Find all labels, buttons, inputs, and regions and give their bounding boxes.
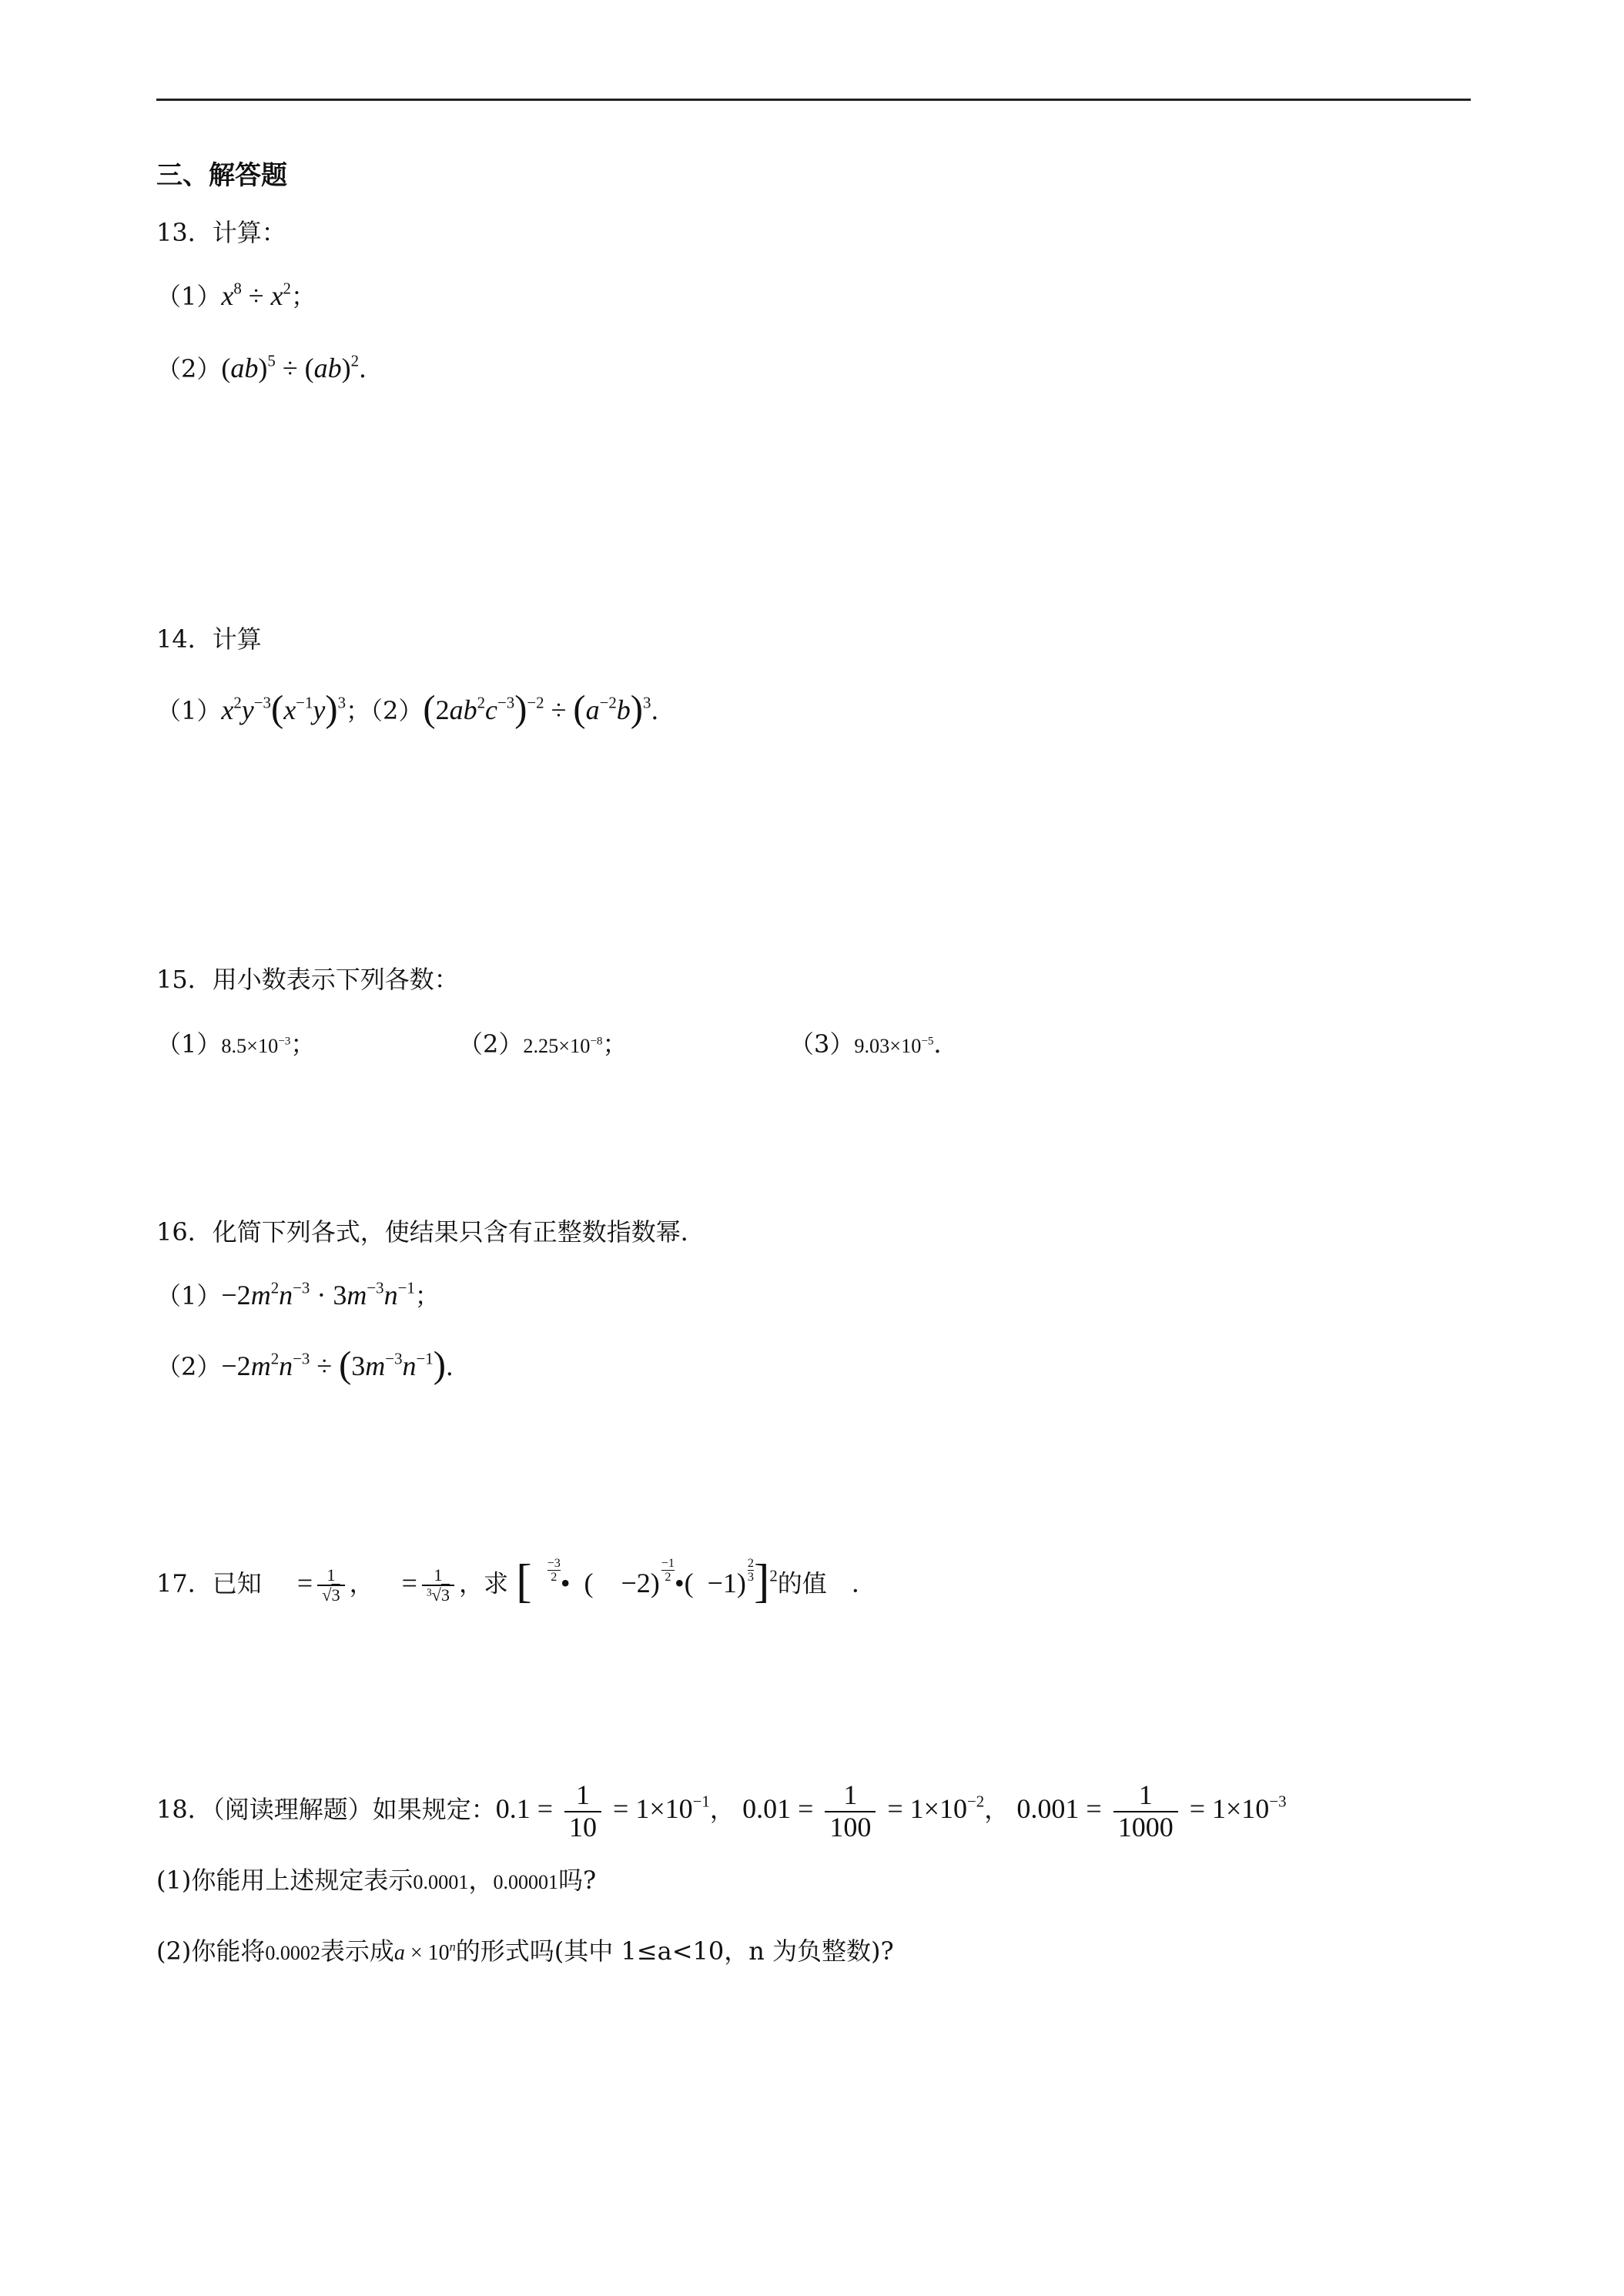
question-18-stem: 18．（阅读理解题）如果规定： <box>156 1794 496 1824</box>
math-expression: 0.1 = $\frac{1}{10}$ = $1\times 10^{-1}$ <box>495 1779 710 1842</box>
math-expression: = $\frac{1}{√3}$ <box>270 1568 350 1598</box>
question-18-sub-1: (1)你能用上述规定表示0.0001，0.00001吗? <box>156 1866 597 1895</box>
number-value: 0.00001 <box>493 1871 559 1893</box>
math-expression <box>854 1035 933 1057</box>
fraction: $\frac{1}{√3}$ <box>317 1566 344 1605</box>
exponent: −5 <box>921 1034 934 1048</box>
header-rule <box>156 99 1471 101</box>
part-label: （1） <box>156 696 222 725</box>
part-label: （1） <box>156 282 222 311</box>
number-value: 2.25×10 <box>523 1035 591 1057</box>
math-expression: $(2ab^2c^{-3})^{-2} \div (a^{-2}b)^3$ <box>423 688 651 730</box>
number-value: 8.5×10 <box>221 1035 279 1057</box>
part-label: （1） <box>156 1281 222 1310</box>
part-label: （2） <box>458 1029 524 1059</box>
exponent: −3 <box>278 1034 291 1048</box>
question-15-part-3: $(3)9.03\times 10^{-5}$． <box>789 1029 959 1059</box>
question-18: 18．（阅读理解题）如果规定：0.1 = $\frac{1}{10}$ = $1\times 10^{-1}$， 0.01 = $\frac{1}{100}$ = $1\times 10^{-2}$， 0.001 = $\frac{1}{1000}$ = $1\times 10^{-3}$ <box>156 1779 1287 1842</box>
exponent: −8 <box>590 1034 603 1048</box>
math-expression <box>523 1035 602 1057</box>
sub-question-text: 表示成 <box>320 1936 394 1966</box>
question-13-stem: 13．计算： <box>156 218 286 247</box>
question-14-stem: 14．计算 <box>156 624 262 654</box>
question-15-stem: 15．用小数表示下列各数： <box>156 965 459 994</box>
fraction: $\frac{1}{100}$ <box>825 1780 876 1842</box>
number-value: 0.0001 <box>413 1871 469 1893</box>
math-expression: [ $\frac{-3}{2}$ • ( −2) $\frac{-1}{2}$ •( −1) $\frac{2}{3}$ ]$^2$ <box>516 1555 778 1608</box>
fraction: $\frac{1}{1000}$ <box>1113 1780 1178 1842</box>
question-17-stem: 17．已知 <box>156 1568 262 1598</box>
sub-question-text: 的形式吗(其中 1≤a<10，n 为负整数)? <box>455 1936 894 1966</box>
sub-question-text: (1)你能用上述规定表示 <box>156 1866 414 1895</box>
number-value: 9.03×10 <box>854 1035 922 1057</box>
math-expression: $-2m^2n^{-3} \div (3m^{-3}n^{-1})$ <box>221 1344 446 1386</box>
part-label: （2） <box>156 1352 222 1381</box>
math-expression: $x^8 \div x^2$ <box>221 279 291 311</box>
question-18-sub-2 <box>156 1934 894 1970</box>
math-expression: $a \times 10^n$ <box>393 1940 456 1965</box>
question-14-parts: $(1)x^2y^{-3}(x^{-1}y)^3$；$(2)(2ab^2c^{-3})^{-2} \div (a^{-2}b)^3$． <box>156 688 676 730</box>
question-15-part-1: $(1)8.5\times 10^{-3}$； <box>156 1029 316 1059</box>
sub-question-text: 吗? <box>558 1866 597 1895</box>
section-title: 三、解答题 <box>156 160 287 191</box>
math-expression: 0.01 = $\frac{1}{100}$ = $1\times 10^{-2}$ <box>742 1779 985 1842</box>
question-17-seek: ，求 <box>459 1568 509 1598</box>
math-expression: 0.001 = $\frac{1}{1000}$ = $1\times 10^{-3}$ <box>1016 1779 1287 1842</box>
number-value: 0.0002 <box>265 1942 320 1964</box>
fraction: $\frac{1}{^3√3}$ <box>422 1566 454 1605</box>
part-label: ；（2） <box>346 696 424 725</box>
question-17-end: ． <box>851 1568 876 1598</box>
part-label: （1） <box>156 1029 222 1059</box>
math-expression: $-2m^2n^{-3} \cdot 3m^{-3}n^{-1}$ <box>221 1278 415 1310</box>
math-expression: (ab)$^5$ ÷ (ab)$^2$ <box>221 351 359 383</box>
math-expression: = $\frac{1}{^3√3}$ <box>374 1568 459 1598</box>
question-16-part-1: $(1)-2m^2n^{-3} \cdot 3m^{-3}n^{-1}$； <box>156 1278 440 1310</box>
question-17-tail: 的值 <box>777 1568 827 1598</box>
question-17: 17．已知 = $\frac{1}{√3}$ ， = $\frac{1}{^3√3}$ ，求 [ $\frac{-3}{2}$ • ( −2) $\frac{-1}{2}$ •( −1) $\frac{2}{3}$ ]$^2$的值 ． <box>156 1555 876 1608</box>
question-13-part-1: $(1)x^8 \div x^2$； <box>156 279 316 311</box>
part-label: （3） <box>789 1029 855 1059</box>
question-15-part-2: $(2)2.25\times 10^{-8}$； <box>458 1029 628 1059</box>
question-16-stem: 16．化简下列各式，使结果只含有正整数指数幂． <box>156 1217 705 1247</box>
fraction: $\frac{1}{10}$ <box>564 1780 601 1842</box>
part-label: （2） <box>156 354 222 383</box>
question-13-part-2: （2）(ab)$^5$ ÷ (ab)$^2$． <box>156 351 384 383</box>
math-expression <box>221 1035 290 1057</box>
sub-question-text: (2)你能将 <box>156 1936 266 1966</box>
question-16-part-2: $(2)-2m^2n^{-3} \div (3m^{-3}n^{-1})$． <box>156 1344 470 1386</box>
math-expression: $x^2y^{-3}(x^{-1}y)^3$ <box>221 688 346 730</box>
